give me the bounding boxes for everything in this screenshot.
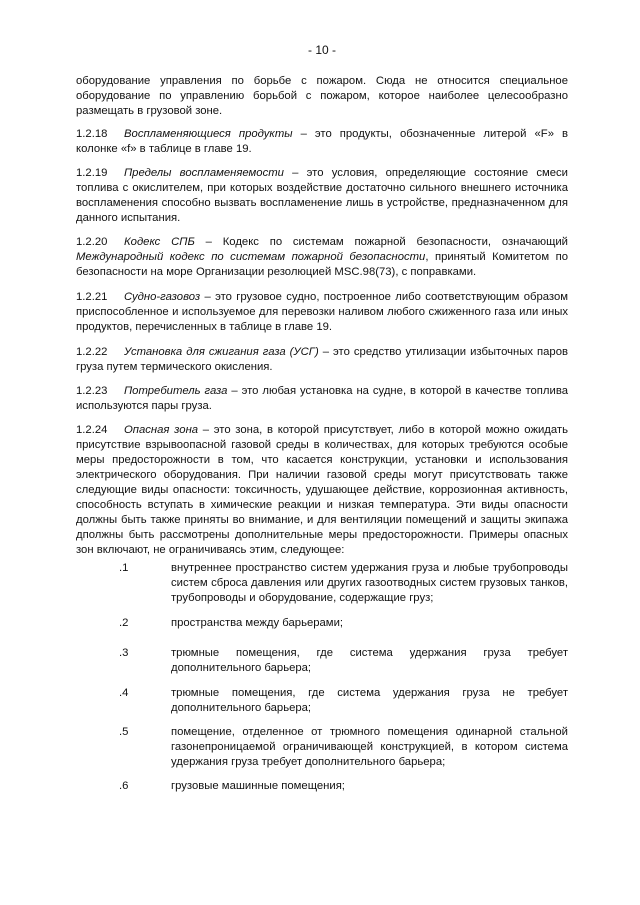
list-item-text: внутреннее пространство систем удержания груза и любые трубопроводы систем сброса давления или других газоотводных систем грузовых танков, трубопроводы и оборудование, содержащие груз; (171, 562, 568, 604)
definition-term: Пределы воспламеняемости (124, 167, 284, 179)
definition-text: – это средство утилизации избыточных паров груза путем термического окисления. (76, 346, 568, 373)
definition-term: Воспламеняющиеся продукты (124, 128, 293, 140)
definition-number: 1.2.21 (76, 291, 108, 303)
list-item-number: .2 (119, 617, 129, 629)
definition-number: 1.2.22 (76, 346, 108, 358)
definition-number: 1.2.19 (76, 167, 108, 179)
definition-text: – это условия, определяющие состояние смеси топлива с окислителем, при которых воздействие достаточно сильного внешнего источника воспламенения способно вызвать воспламенение лишь в устройстве, предназначенном для данного испытания. (76, 167, 568, 224)
list-item-number: .4 (119, 687, 129, 699)
definition-term: Кодекс СПБ (124, 236, 195, 248)
list-item-number: .1 (119, 562, 129, 574)
definition-term: Потребитель газа (124, 385, 228, 397)
intro-paragraph: оборудование управления по борьбе с пожаром. Сюда не относится специальное оборудование по управлению борьбой с пожаром, которое наиболее целесообразно размещать в грузовой зоне. (76, 75, 568, 117)
definition-number: 1.2.23 (76, 385, 108, 397)
definition-number: 1.2.18 (76, 128, 108, 140)
definition-text: – это грузовое судно, построенное либо соответствующим образом приспособленное и используемое для перевозки наливом любого сжиженного газа или иных продуктов, перечисленных в таблице в главе 19. (76, 291, 568, 333)
list-item-text: помещение, отделенное от трюмного помещения одинарной стальной газонепроницаемой ограничивающей конструкцией, в котором система удержания груза требует дополнительного барьера; (171, 726, 568, 768)
definition-term: Судно-газовоз (124, 291, 201, 303)
definition-1-2-18 (76, 127, 568, 157)
definition-text: – это продукты, обозначенные литерой «F» в колонке «f» в таблице в главе 19. (76, 128, 568, 155)
list-item-text: грузовые машинные помещения; (171, 780, 345, 792)
list-item-number: .6 (119, 780, 129, 792)
definition-term: Установка для сжигания газа (УСГ) (124, 346, 319, 358)
definition-term-secondary: Международный кодекс по системам пожарной безопасности (76, 251, 426, 263)
list-item-text: трюмные помещения, где система удержания груза требует дополнительного барьера; (171, 647, 568, 674)
definition-term: Опасная зона (124, 424, 199, 436)
list-item-text: трюмные помещения, где система удержания груза не требует дополнительного барьера; (171, 687, 568, 714)
list-item-number: .3 (119, 647, 129, 659)
list-item-number: .5 (119, 726, 129, 738)
definition-1-2-20 (76, 235, 568, 280)
definition-text: – Кодекс по системам пожарной безопасности, означающий (194, 236, 568, 248)
definition-text: – это зона, в которой присутствует, либо в которой можно ожидать присутствие взрывоопасной газовой среды в количествах, для которых требуются особые меры предосторожности в том, что касается конструкции, установки и использования электрического оборудования. При наличии газовой среды могут присутствовать также следующие виды опасности: токсичность, удушающее действие, коррозионная активность, способность вступать в химические реакции и низкая температура. Эти виды опасности должны быть также приняты во внимание, и для вентиляции помещений и защиты экипажа дполжны быть рассмотрены дополнительные меры предосторожности. Примеры опасных зон включают, не ограничиваясь этим, следующее: (76, 424, 568, 556)
definition-number: 1.2.20 (76, 236, 108, 248)
definition-1-2-19 (76, 166, 568, 226)
definition-number: 1.2.24 (76, 424, 108, 436)
definition-1-2-22 (76, 345, 568, 375)
definition-1-2-24 (76, 423, 568, 558)
list-item-text: пространства между барьерами; (171, 617, 344, 629)
definition-text-secondary: , принятый Комитетом по безопасности на море Организации резолюцией MSC.98(73), с поправками. (76, 251, 568, 278)
definition-1-2-23 (76, 384, 568, 414)
definition-1-2-21 (76, 290, 568, 335)
page-number: - 10 - (307, 43, 336, 57)
definition-text: – это любая установка на судне, в которой в качестве топлива используются пары груза. (76, 385, 568, 412)
